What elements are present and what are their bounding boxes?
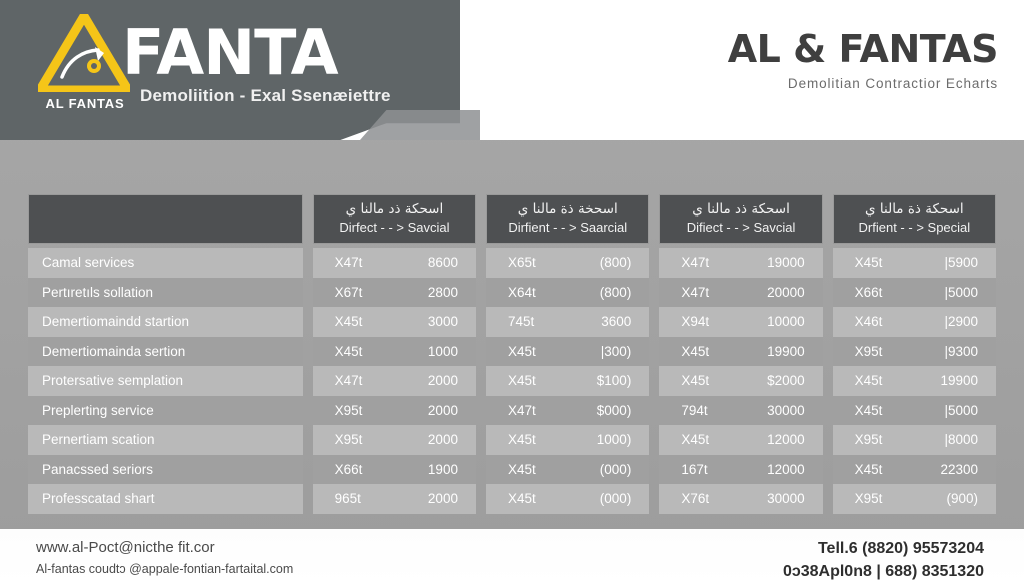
right-brand-block <box>727 27 998 91</box>
cell-code: X45t <box>507 432 536 448</box>
footer-contact-right <box>783 537 984 583</box>
cell-amount: 1000 <box>427 343 458 359</box>
website-link[interactable]: www.al-Poct@nicthe fit.cor <box>36 539 215 556</box>
row-label: Demertiomainda sertion <box>28 337 303 367</box>
column-title-english: Dirfect - - > Savcial <box>339 219 450 235</box>
row-cell-col-3 <box>659 337 822 367</box>
row-cell-col-4 <box>833 425 996 455</box>
row-label: Professcatad shart <box>28 484 303 514</box>
row-cell-col-3 <box>659 278 822 308</box>
row-cell-col-1 <box>313 307 476 337</box>
row-cell-col-1 <box>313 337 476 367</box>
cell-code: X47t <box>681 284 710 300</box>
cell-code: X45t <box>507 373 536 389</box>
table-row <box>28 248 996 278</box>
column-title-english: Drfient - - > Special <box>858 219 971 235</box>
footer-bar <box>0 529 1024 585</box>
cell-code: X45t <box>334 343 363 359</box>
table-header-col-4 <box>833 194 996 244</box>
row-cell-col-4 <box>833 307 996 337</box>
row-cell-col-2 <box>486 396 649 426</box>
row-cell-col-4 <box>833 484 996 514</box>
cell-amount: 20000 <box>767 284 805 300</box>
cell-code: X95t <box>334 432 363 448</box>
cell-code: 965t <box>334 491 361 507</box>
table-header-row <box>28 194 996 244</box>
row-cell-col-2 <box>486 455 649 485</box>
footer-contact-left <box>36 537 293 578</box>
cell-code: X65t <box>507 255 536 271</box>
row-cell-col-4 <box>833 337 996 367</box>
cell-code: X64t <box>507 284 536 300</box>
cell-amount: (900) <box>946 491 978 507</box>
cell-amount: 1900 <box>427 461 458 477</box>
row-cell-col-1 <box>313 425 476 455</box>
phone-primary[interactable]: Tell.6 (8820) 95573204 <box>817 540 984 557</box>
cell-code: X95t <box>334 402 363 418</box>
row-cell-col-1 <box>313 248 476 278</box>
row-label: Pertıretıls sollation <box>28 278 303 308</box>
table-row <box>28 307 996 337</box>
row-cell-col-4 <box>833 396 996 426</box>
row-label: Pernertiam scation <box>28 425 303 455</box>
cell-code: X67t <box>334 284 363 300</box>
cell-amount: (800) <box>599 255 632 271</box>
row-cell-col-1 <box>313 278 476 308</box>
right-brand-title: AL & FANTAS <box>727 27 998 71</box>
right-brand-tagline: Demolitian Contractior Echarts <box>787 75 998 91</box>
cell-amount: 2000 <box>427 432 458 448</box>
logo-subtitle: AL FANTAS <box>45 96 125 111</box>
table-row <box>28 337 996 367</box>
row-cell-col-3 <box>659 366 822 396</box>
email-link[interactable]: Al-fantas coudtɔ @appale-fontian-fartaital.com <box>36 561 294 576</box>
cell-amount: 3600 <box>601 314 632 330</box>
row-cell-col-1 <box>313 484 476 514</box>
cell-amount: |8000 <box>944 432 978 448</box>
cell-amount: $000) <box>596 402 632 418</box>
table-row <box>28 366 996 396</box>
table-header-col-2 <box>486 194 649 244</box>
row-label: Preplerting service <box>28 396 303 426</box>
table-row <box>28 455 996 485</box>
column-title-arabic: اسحكة ذد مالنا ي <box>692 201 790 218</box>
cell-amount: 8600 <box>427 255 458 271</box>
row-cell-col-1 <box>313 366 476 396</box>
cell-code: X95t <box>854 343 883 359</box>
cell-amount: 22300 <box>940 461 978 477</box>
cell-code: X47t <box>334 255 363 271</box>
row-cell-col-1 <box>313 396 476 426</box>
cell-amount: $2000 <box>767 373 805 389</box>
table-row <box>28 425 996 455</box>
cell-amount: |5900 <box>944 255 978 271</box>
cell-code: X95t <box>854 491 883 507</box>
column-title-arabic: اسحخة ذة مالنا ي <box>517 201 618 218</box>
cell-code: X66t <box>854 284 883 300</box>
cell-code: X45t <box>854 402 883 418</box>
cell-amount: 2000 <box>427 491 458 507</box>
cell-amount: 19900 <box>767 343 805 359</box>
cell-amount: 12000 <box>767 432 805 448</box>
table-row <box>28 278 996 308</box>
row-cell-col-2 <box>486 248 649 278</box>
table-header-col-1 <box>313 194 476 244</box>
row-cell-col-4 <box>833 455 996 485</box>
cell-amount: 1000) <box>596 432 632 448</box>
cell-amount: $100) <box>596 373 632 389</box>
phone-secondary[interactable]: 0ɔ38Apl0n8 | 688) 8351320 <box>782 563 984 581</box>
cell-code: 794t <box>681 402 708 418</box>
cell-code: X95t <box>854 432 883 448</box>
cell-code: X45t <box>334 314 363 330</box>
cell-code: X45t <box>507 343 536 359</box>
brand-title: FANTA <box>122 16 338 89</box>
cell-code: X76t <box>681 491 710 507</box>
pricing-table <box>28 194 996 514</box>
row-cell-col-2 <box>486 337 649 367</box>
cell-amount: (800) <box>599 284 632 300</box>
row-cell-col-2 <box>486 278 649 308</box>
row-cell-col-2 <box>486 484 649 514</box>
row-cell-col-2 <box>486 307 649 337</box>
cell-amount: 19900 <box>940 373 978 389</box>
row-cell-col-3 <box>659 396 822 426</box>
table-row <box>28 396 996 426</box>
brand-tagline: Demoliition - Exal Ssenæiettre <box>140 86 391 105</box>
cell-amount: 12000 <box>767 461 805 477</box>
cell-amount: (000) <box>599 461 632 477</box>
cell-amount: 30000 <box>767 402 805 418</box>
cell-code: 745t <box>507 314 535 330</box>
triangle-excavator-icon <box>38 14 130 92</box>
row-label: Demertiomaindd startion <box>28 307 303 337</box>
cell-amount: |9300 <box>944 343 978 359</box>
cell-amount: 19000 <box>767 255 805 271</box>
cell-amount: |300) <box>600 343 632 359</box>
cell-amount: 2800 <box>427 284 458 300</box>
cell-code: X47t <box>334 373 363 389</box>
row-cell-col-3 <box>659 425 822 455</box>
cell-code: X45t <box>507 491 536 507</box>
cell-amount: |5000 <box>944 402 978 418</box>
cell-code: X45t <box>681 373 710 389</box>
table-body <box>28 248 996 514</box>
cell-amount: 30000 <box>767 491 805 507</box>
cell-code: X45t <box>854 373 883 389</box>
row-label: Protersative semplation <box>28 366 303 396</box>
row-label: Panacssed seriors <box>28 455 303 485</box>
cell-code: X45t <box>854 255 883 271</box>
row-cell-col-4 <box>833 366 996 396</box>
column-title-english: Difiect - - > Savcial <box>686 219 796 235</box>
cell-code: X46t <box>854 314 883 330</box>
cell-amount: |5000 <box>944 284 978 300</box>
cell-code: X94t <box>681 314 710 330</box>
cell-code: X45t <box>854 461 883 477</box>
row-cell-col-2 <box>486 366 649 396</box>
table-header-col-3 <box>659 194 822 244</box>
cell-amount: 10000 <box>767 314 805 330</box>
cell-amount: (000) <box>599 491 632 507</box>
cell-code: X45t <box>681 432 710 448</box>
cell-code: 167t <box>681 461 708 477</box>
row-cell-col-3 <box>659 307 822 337</box>
cell-code: X47t <box>681 255 710 271</box>
cell-code: X45t <box>681 343 710 359</box>
cell-amount: 2000 <box>427 402 458 418</box>
cell-amount: |2900 <box>944 314 978 330</box>
row-cell-col-1 <box>313 455 476 485</box>
row-cell-col-4 <box>833 248 996 278</box>
table-row <box>28 484 996 514</box>
row-cell-col-2 <box>486 425 649 455</box>
row-label: Camal services <box>28 248 303 278</box>
cell-amount: 3000 <box>427 314 458 330</box>
table-header-label-col <box>28 194 303 244</box>
cell-code: X66t <box>334 461 363 477</box>
column-title-arabic: اسحكة ذد مالنا ي <box>345 201 444 218</box>
row-cell-col-4 <box>833 278 996 308</box>
header-banner <box>0 0 1024 140</box>
row-cell-col-3 <box>659 455 822 485</box>
column-title-arabic: اسحكة ذة مالنا ي <box>865 201 964 218</box>
row-cell-col-3 <box>659 484 822 514</box>
cell-code: X45t <box>507 461 536 477</box>
cell-amount: 2000 <box>427 373 458 389</box>
column-title-english: Dirfient - - > Saarcial <box>508 219 628 235</box>
cell-code: X47t <box>507 402 536 418</box>
row-cell-col-3 <box>659 248 822 278</box>
